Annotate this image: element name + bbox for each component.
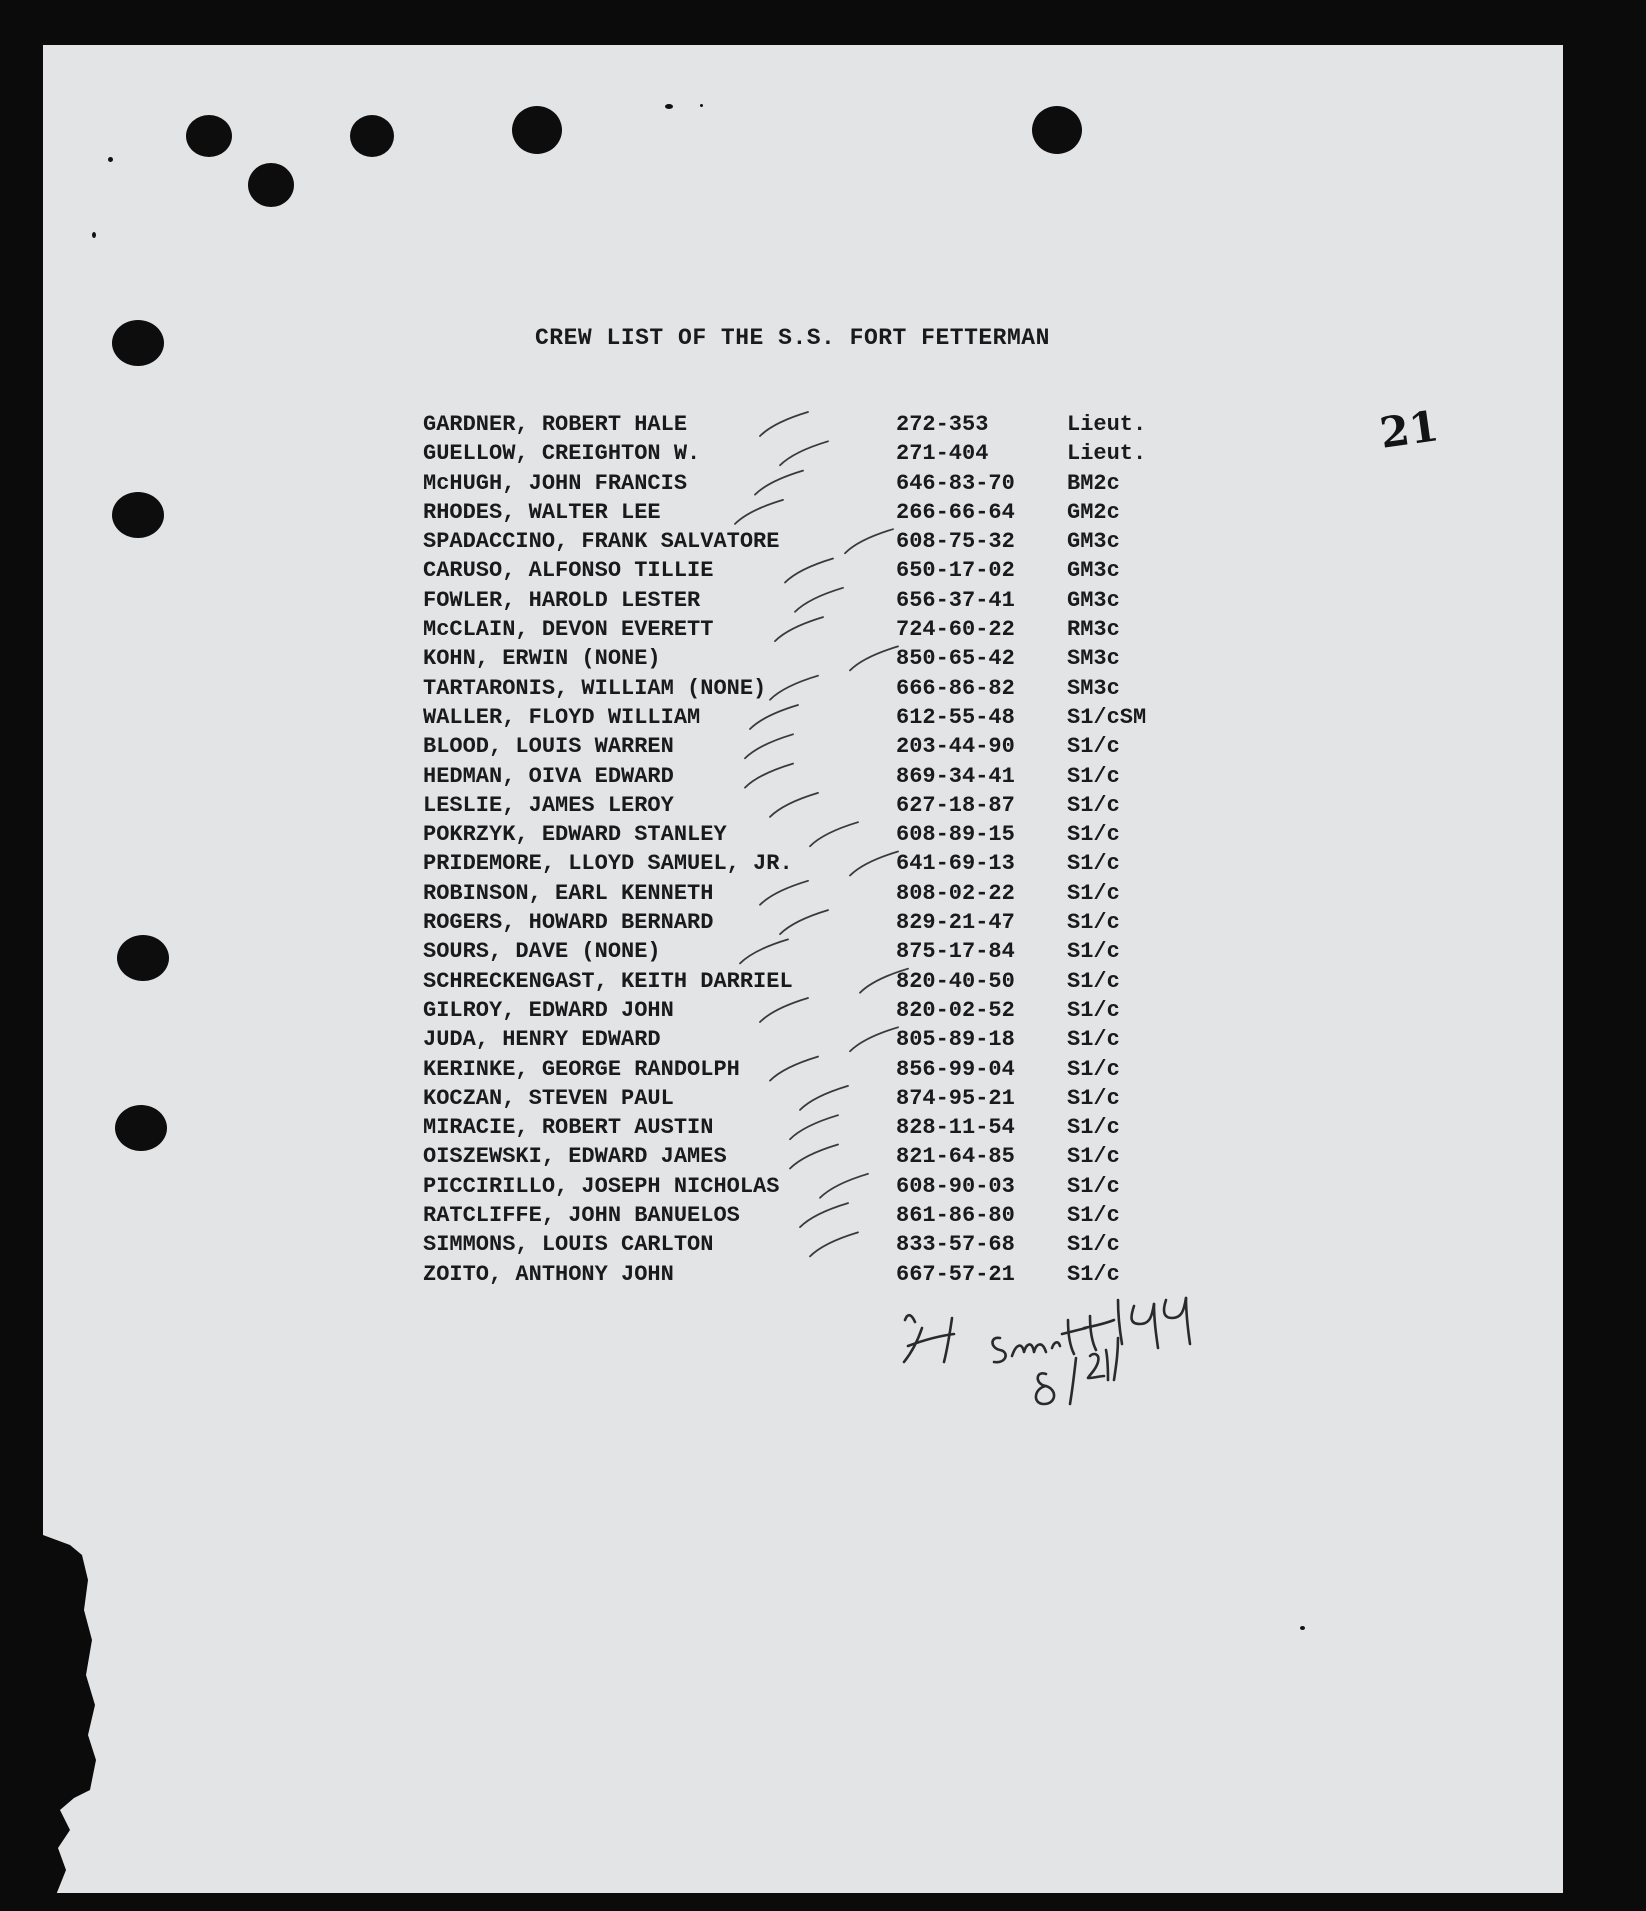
crew-name: GUELLOW, CREIGHTON W.: [423, 441, 701, 467]
crew-rate: S1/c: [1067, 968, 1120, 994]
crew-rate: S1/c: [1067, 851, 1120, 877]
crew-name: RHODES, WALTER LEE: [423, 499, 661, 525]
crew-rate: S1/c: [1067, 763, 1120, 789]
crew-name: JUDA, HENRY EDWARD: [423, 1027, 661, 1053]
service-number: 820-02-52: [896, 997, 1015, 1023]
crew-rate: S1/c: [1067, 880, 1120, 906]
service-number: 271-404: [896, 441, 989, 467]
crew-name: PICCIRILLO, JOSEPH NICHOLAS: [423, 1173, 780, 1199]
crew-rate: S1/c: [1067, 822, 1120, 848]
service-number: 608-75-32: [896, 529, 1015, 555]
crew-rate: S1/c: [1067, 910, 1120, 936]
crew-name: SIMMONS, LOUIS CARLTON: [423, 1232, 714, 1258]
crew-name: McHUGH, JOHN FRANCIS: [423, 470, 688, 496]
crew-name: OISZEWSKI, EDWARD JAMES: [423, 1144, 727, 1170]
service-number: 656-37-41: [896, 587, 1015, 613]
page-number: 21: [1376, 401, 1442, 458]
crew-name: FOWLER, HAROLD LESTER: [423, 587, 701, 613]
service-number: 272-353: [896, 412, 989, 437]
service-number: 808-02-22: [896, 880, 1015, 906]
service-number: 627-18-87: [896, 792, 1015, 818]
crew-name: LESLIE, JAMES LEROY: [423, 792, 674, 818]
crew-rate: S1/c: [1067, 1173, 1120, 1199]
crew-name: ROBINSON, EARL KENNETH: [423, 880, 714, 906]
crew-rate: S1/c: [1067, 1056, 1120, 1082]
crew-name: GARDNER, ROBERT HALE: [423, 412, 688, 437]
crew-name: McCLAIN, DEVON EVERETT: [423, 617, 714, 643]
service-number: 641-69-13: [896, 851, 1015, 877]
crew-name: KOCZAN, STEVEN PAUL: [423, 1085, 674, 1111]
service-number: 820-40-50: [896, 968, 1015, 994]
crew-rate: GM3c: [1067, 529, 1120, 555]
crew-rate: S1/c: [1067, 734, 1120, 760]
crew-name: KERINKE, GEORGE RANDOLPH: [423, 1056, 740, 1082]
service-number: 828-11-54: [896, 1115, 1015, 1141]
crew-rate: S1/c: [1067, 1085, 1120, 1111]
service-number: 203-44-90: [896, 734, 1015, 760]
crew-rate: S1/c: [1067, 1027, 1120, 1053]
crew-name: KOHN, ERWIN (NONE): [423, 646, 661, 672]
crew-rate: S1/c: [1067, 1203, 1120, 1229]
crew-name: TARTARONIS, WILLIAM (NONE): [423, 675, 767, 701]
crew-rate: GM3c: [1067, 558, 1120, 584]
crew-rate: GM2c: [1067, 499, 1120, 525]
crew-rate: Lieut.: [1067, 412, 1147, 437]
crew-name: RATCLIFFE, JOHN BANUELOS: [423, 1203, 740, 1229]
document-title: CREW LIST OF THE S.S. FORT FETTERMAN: [535, 325, 1050, 351]
service-number: 833-57-68: [896, 1232, 1015, 1258]
service-number: 856-99-04: [896, 1056, 1015, 1082]
service-number: 724-60-22: [896, 617, 1015, 643]
crew-name: MIRACIE, ROBERT AUSTIN: [423, 1115, 714, 1141]
service-number: 874-95-21: [896, 1085, 1015, 1111]
crew-name: HEDMAN, OIVA EDWARD: [423, 763, 674, 789]
crew-name: CARUSO, ALFONSO TILLIE: [423, 558, 714, 584]
service-number: 667-57-21: [896, 1261, 1015, 1287]
crew-name: GILROY, EDWARD JOHN: [423, 997, 674, 1023]
crew-name: SCHRECKENGAST, KEITH DARRIEL: [423, 968, 793, 994]
crew-rate: Lieut.: [1067, 441, 1147, 467]
crew-name: SPADACCINO, FRANK SALVATORE: [423, 529, 780, 555]
service-number: 666-86-82: [896, 675, 1015, 701]
service-number: 608-90-03: [896, 1173, 1015, 1199]
crew-rate: S1/cSM: [1067, 704, 1147, 730]
crew-rate: RM3c: [1067, 617, 1120, 643]
service-number: 646-83-70: [896, 470, 1015, 496]
service-number: 850-65-42: [896, 646, 1015, 672]
crew-name: BLOOD, LOUIS WARREN: [423, 734, 674, 760]
crew-rate: BM2c: [1067, 470, 1120, 496]
crew-rate: GM3c: [1067, 587, 1120, 613]
service-number: 869-34-41: [896, 763, 1015, 789]
crew-name: ROGERS, HOWARD BERNARD: [423, 910, 714, 936]
crew-name: ZOITO, ANTHONY JOHN: [423, 1261, 674, 1287]
crew-name: PRIDEMORE, LLOYD SAMUEL, JR.: [423, 851, 793, 877]
service-number: 861-86-80: [896, 1203, 1015, 1229]
crew-rate: SM3c: [1067, 646, 1120, 672]
crew-rate: S1/c: [1067, 1232, 1120, 1258]
crew-rate: S1/c: [1067, 939, 1120, 965]
crew-rate: SM3c: [1067, 675, 1120, 701]
service-number: 650-17-02: [896, 558, 1015, 584]
crew-rate: S1/c: [1067, 1144, 1120, 1170]
crew-rate: S1/c: [1067, 1115, 1120, 1141]
service-number: 608-89-15: [896, 822, 1015, 848]
service-number: 821-64-85: [896, 1144, 1015, 1170]
service-number: 875-17-84: [896, 939, 1015, 965]
crew-rate: S1/c: [1067, 792, 1120, 818]
service-number: 266-66-64: [896, 499, 1015, 525]
service-number: 805-89-18: [896, 1027, 1015, 1053]
crew-rate: S1/c: [1067, 997, 1120, 1023]
crew-name: POKRZYK, EDWARD STANLEY: [423, 822, 727, 848]
crew-rate: S1/c: [1067, 1261, 1120, 1287]
service-number: 612-55-48: [896, 704, 1015, 730]
service-number: 829-21-47: [896, 910, 1015, 936]
crew-name: SOURS, DAVE (NONE): [423, 939, 661, 965]
crew-name: WALLER, FLOYD WILLIAM: [423, 704, 701, 730]
